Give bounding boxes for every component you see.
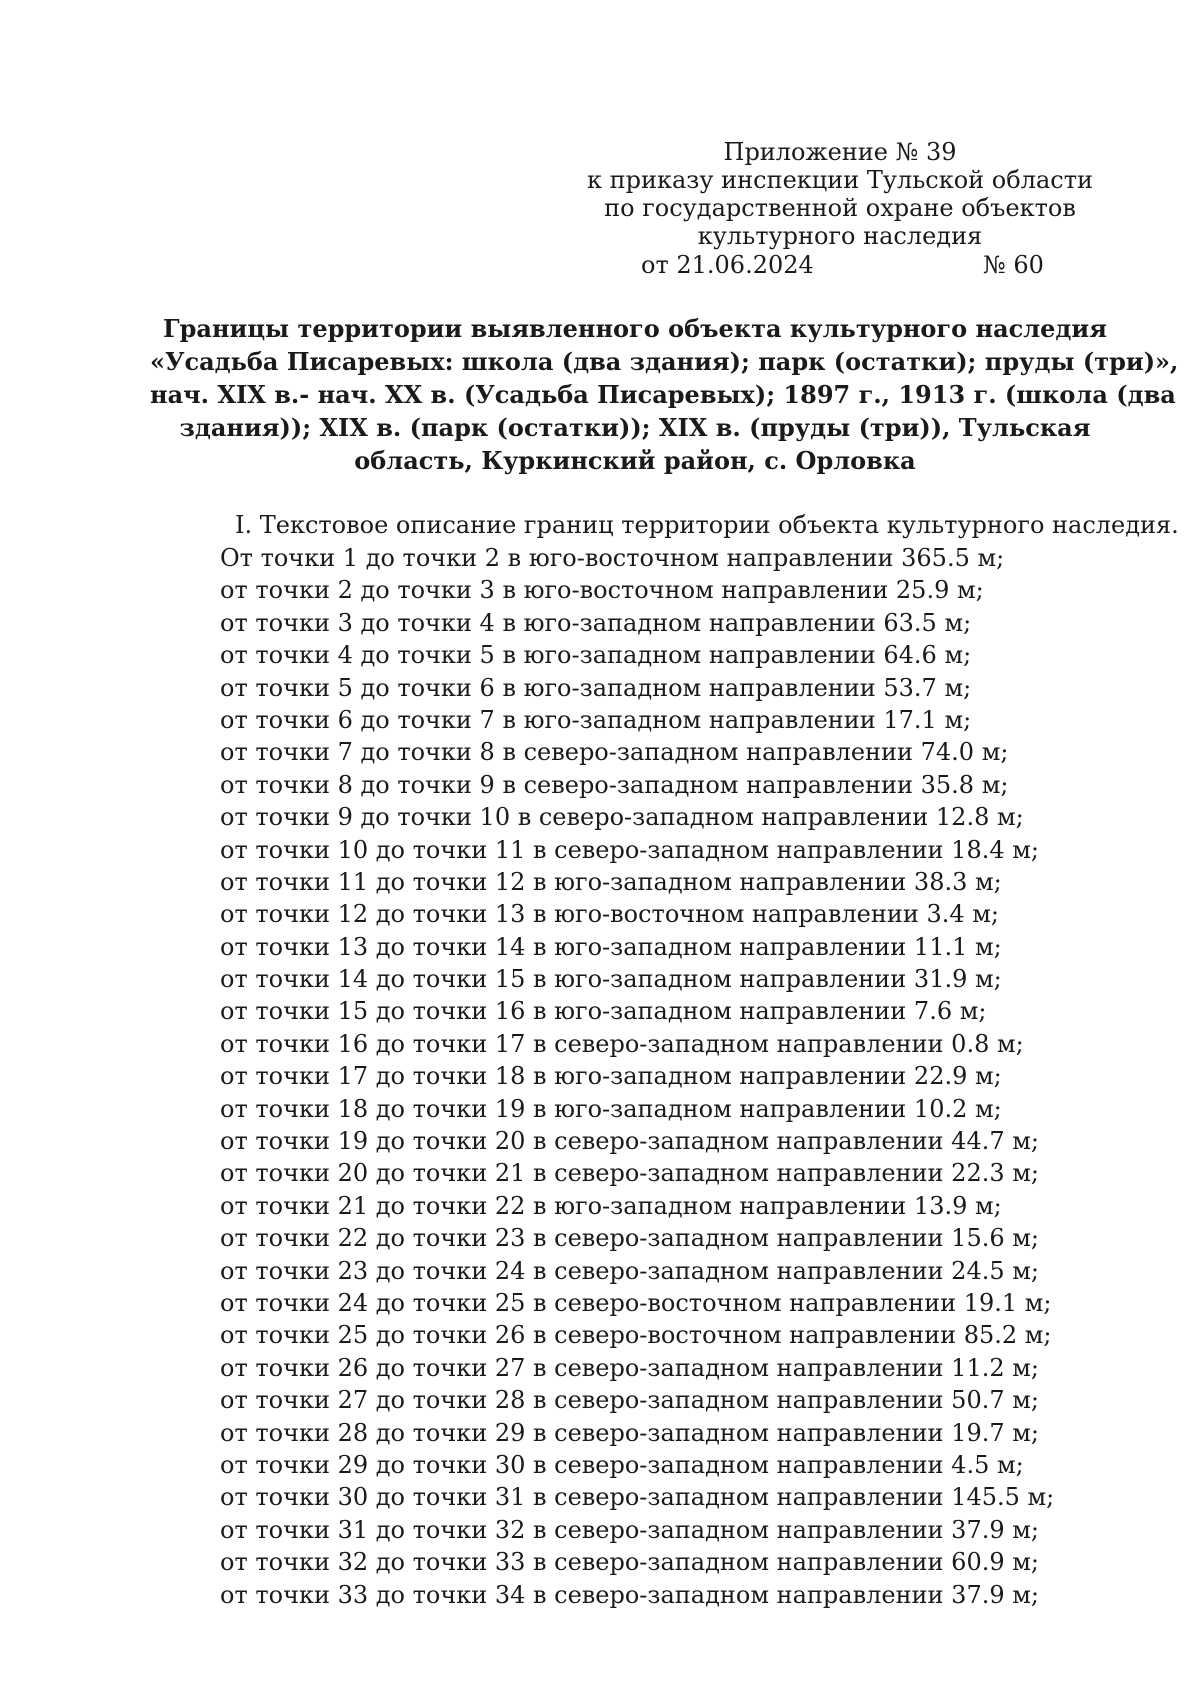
boundary-line: от точки 7 до точки 8 в северо-западном направлении 74.0 м; [220, 738, 1009, 767]
boundary-line: от точки 14 до точки 15 в юго-западном направлении 31.9 м; [220, 965, 1002, 994]
boundary-line: от точки 11 до точки 12 в юго-западном направлении 38.3 м; [220, 867, 1002, 896]
boundary-line: от точки 13 до точки 14 в юго-западном направлении 11.1 м; [220, 932, 1002, 961]
boundary-line: от точки 10 до точки 11 в северо-западном направлении 18.4 м; [220, 835, 1039, 864]
boundary-line: от точки 29 до точки 30 в северо-западном направлении 4.5 м; [220, 1450, 1024, 1479]
boundary-line: от точки 23 до точки 24 в северо-западном направлении 24.5 м; [220, 1256, 1039, 1285]
appendix-header [560, 138, 1120, 250]
boundary-line: от точки 25 до точки 26 в северо-восточном направлении 85.2 м; [220, 1321, 1052, 1350]
title-line: здания)); XIX в. (парк (остатки)); XIX в. (пруды (три)), Тульская [179, 413, 1091, 442]
boundary-line: от точки 30 до точки 31 в северо-западном направлении 145.5 м; [220, 1483, 1055, 1512]
document-title [150, 312, 1179, 477]
boundary-line: от точки 21 до точки 22 в юго-западном направлении 13.9 м; [220, 1191, 1002, 1220]
boundary-line: от точки 28 до точки 29 в северо-западном направлении 19.7 м; [220, 1418, 1039, 1447]
boundary-line: от точки 17 до точки 18 в юго-западном направлении 22.9 м; [220, 1062, 1002, 1091]
title-line: Границы территории выявленного объекта культурного наследия [163, 314, 1107, 343]
title-line: «Усадьба Писаревых: школа (два здания); парк (остатки); пруды (три)», [150, 347, 1179, 376]
title-line: область, Куркинский район, с. Орловка [354, 446, 916, 475]
boundary-line: от точки 16 до точки 17 в северо-западном направлении 0.8 м; [220, 1029, 1024, 1058]
boundary-line: от точки 24 до точки 25 в северо-восточном направлении 19.1 м; [220, 1288, 1052, 1317]
appendix-heritage-line: культурного наследия [697, 222, 983, 250]
boundary-line: от точки 27 до точки 28 в северо-западном направлении 50.7 м; [220, 1386, 1039, 1415]
appendix-number-line: Приложение № 39 [723, 138, 957, 166]
appendix-order-reference-line: к приказу инспекции Тульской области [587, 166, 1093, 194]
boundary-line: от точки 22 до точки 23 в северо-западном направлении 15.6 м; [220, 1224, 1039, 1253]
boundary-line: от точки 32 до точки 33 в северо-западном направлении 60.9 м; [220, 1548, 1039, 1577]
boundary-line: от точки 26 до точки 27 в северо-западном направлении 11.2 м; [220, 1353, 1039, 1382]
boundary-line: от точки 19 до точки 20 в северо-западном направлении 44.7 м; [220, 1127, 1039, 1156]
boundary-line: от точки 33 до точки 34 в северо-западном направлении 37.9 м; [220, 1580, 1039, 1609]
boundary-line: от точки 9 до точки 10 в северо-западном направлении 12.8 м; [220, 803, 1024, 832]
boundary-line: от точки 5 до точки 6 в юго-западном направлении 53.7 м; [220, 673, 972, 702]
order-date: от 21.06.2024 [641, 251, 814, 279]
boundary-line: от точки 20 до точки 21 в северо-западном направлении 22.3 м; [220, 1159, 1039, 1188]
boundary-line: от точки 3 до точки 4 в юго-западном направлении 63.5 м; [220, 608, 972, 637]
boundary-line: от точки 12 до точки 13 в юго-восточном направлении 3.4 м; [220, 900, 999, 929]
boundary-line: от точки 6 до точки 7 в юго-западном направлении 17.1 м; [220, 705, 972, 734]
boundary-line: от точки 18 до точки 19 в юго-западном направлении 10.2 м; [220, 1094, 1002, 1123]
boundary-line: от точки 8 до точки 9 в северо-западном направлении 35.8 м; [220, 770, 1009, 799]
order-number: № 60 [983, 251, 1044, 279]
boundary-line: от точки 2 до точки 3 в юго-восточном направлении 25.9 м; [220, 576, 984, 605]
section-heading: I. Текстовое описание границ территории объекта культурного наследия. [235, 511, 1179, 539]
boundary-line: от точки 15 до точки 16 в юго-западном направлении 7.6 м; [220, 997, 987, 1026]
boundary-line: От точки 1 до точки 2 в юго-восточном направлении 365.5 м; [220, 544, 1005, 572]
boundary-line: от точки 31 до точки 32 в северо-западном направлении 37.9 м; [220, 1515, 1039, 1544]
boundary-line: от точки 4 до точки 5 в юго-западном направлении 64.6 м; [220, 641, 972, 670]
boundary-description-list [220, 542, 1120, 1611]
appendix-agency-line: по государственной охране объектов [604, 194, 1076, 222]
title-line: нач. XIX в.- нач. XX в. (Усадьба Писаревых); 1897 г., 1913 г. (школа (два [150, 380, 1176, 409]
